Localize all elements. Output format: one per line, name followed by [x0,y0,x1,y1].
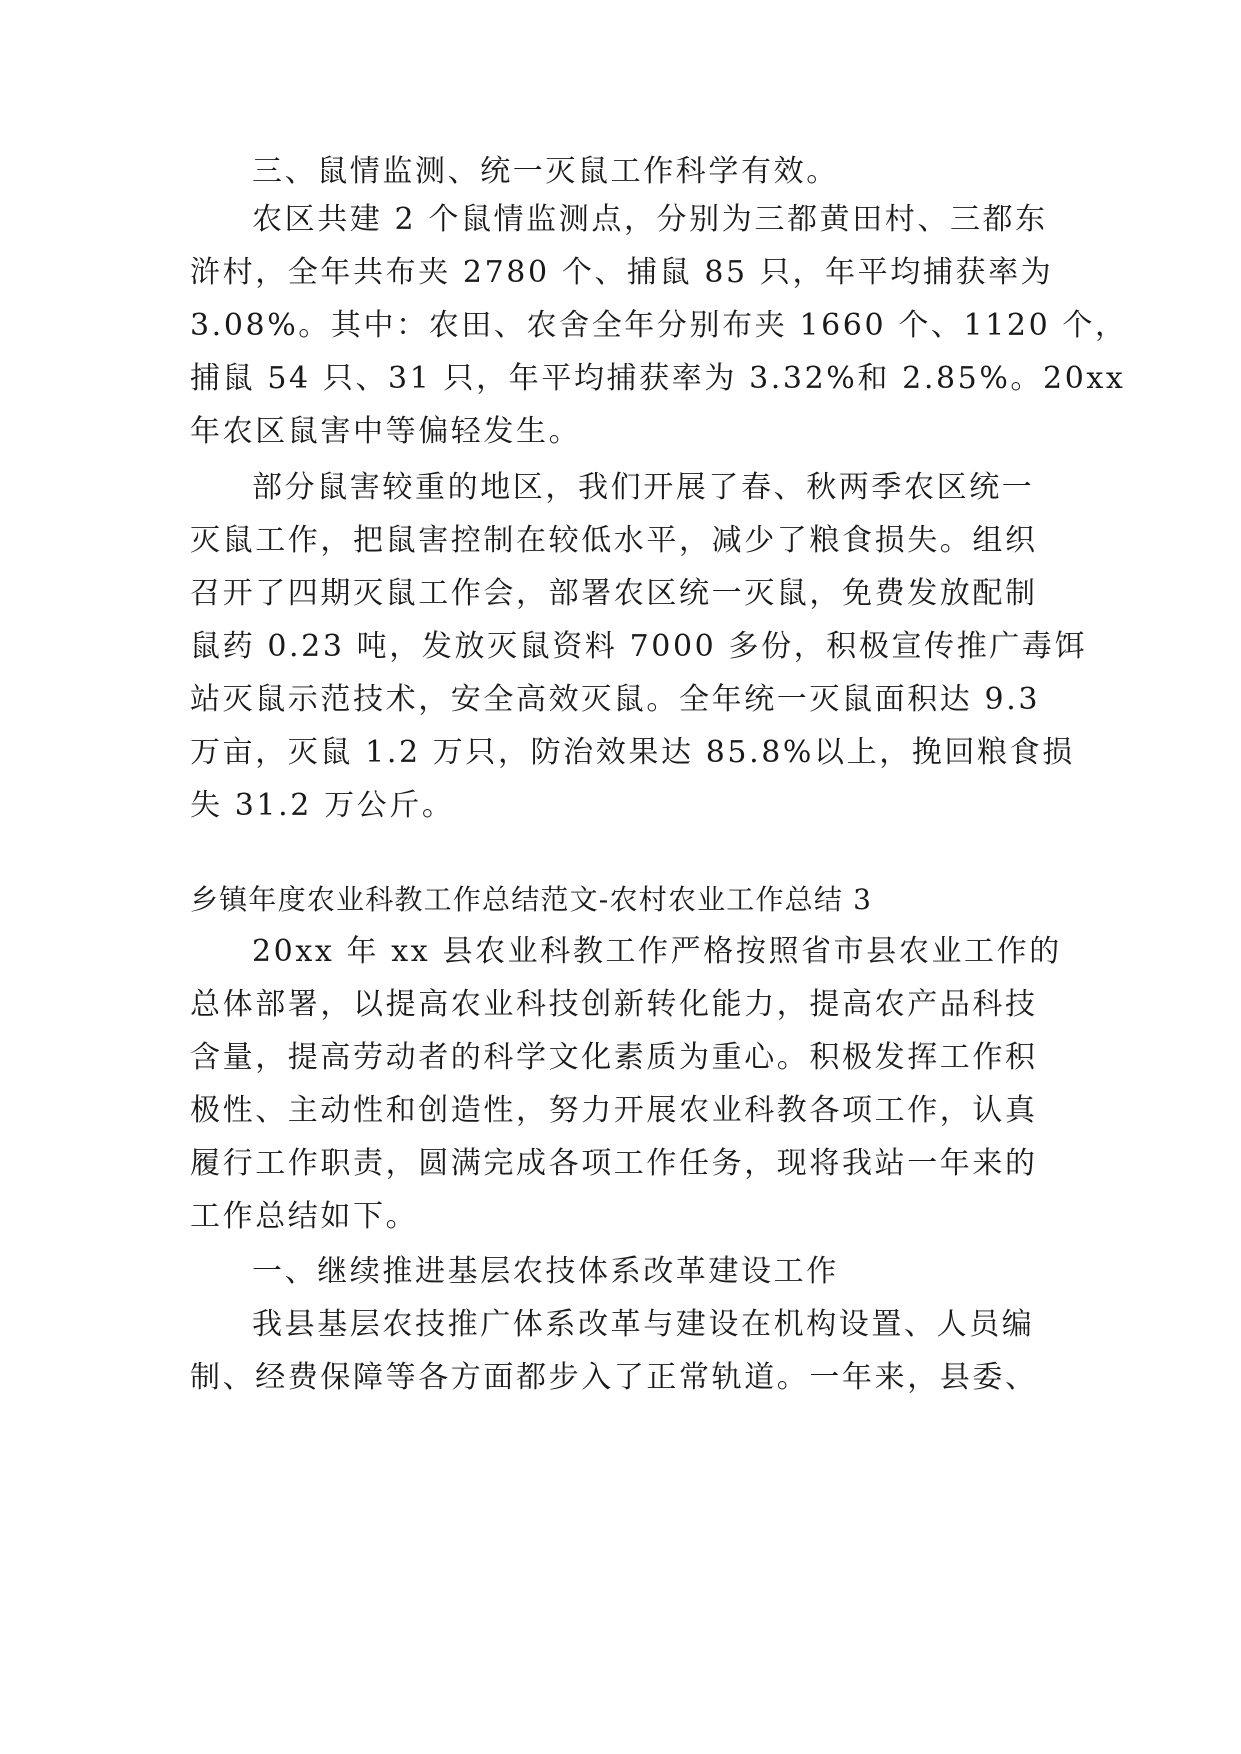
paragraph-line: 制、经费保障等各方面都步入了正常轨道。一年来，县委、 [190,1360,1038,1395]
paragraph-line: 灭鼠工作，把鼠害控制在较低水平，减少了粮食损失。组织 [190,523,1038,558]
paragraph-line: 捕鼠 54 只、31 只，年平均捕获率为 3.32%和 2.85%。20xx [190,361,1126,396]
section-heading: 三、鼠情监测、统一灭鼠工作科学有效。 [252,154,839,189]
paragraph-line: 浒村，全年共布夹 2780 个、捕鼠 85 只，年平均捕获率为 [190,255,1054,290]
section-heading: 一、继续推进基层农技体系改革建设工作 [252,1254,839,1289]
paragraph-line: 年农区鼠害中等偏轻发生。 [190,414,582,449]
paragraph-line: 鼠药 0.23 吨，发放灭鼠资料 7000 多份，积极宣传推广毒饵 [190,629,1088,664]
paragraph-line: 部分鼠害较重的地区，我们开展了春、秋两季农区统一 [252,470,1035,505]
paragraph-line: 召开了四期灭鼠工作会，部署农区统一灭鼠，免费发放配制 [190,576,1038,611]
article-title: 乡镇年度农业科教工作总结范文-农村农业工作总结 3 [190,883,873,916]
paragraph-line: 履行工作职责，圆满完成各项工作任务，现将我站一年来的 [190,1146,1038,1181]
paragraph-line: 我县基层农技推广体系改革与建设在机构设置、人员编 [252,1307,1035,1342]
paragraph-line: 总体部署，以提高农业科技创新转化能力，提高农产品科技 [190,987,1038,1022]
paragraph-line: 农区共建 2 个鼠情监测点，分别为三都黄田村、三都东 [252,202,1048,237]
paragraph-line: 工作总结如下。 [190,1199,419,1234]
paragraph-line: 万亩，灭鼠 1.2 万只，防治效果达 85.8%以上，挽回粮食损 [190,735,1075,770]
paragraph-line: 20xx 年 xx 县农业科教工作严格按照省市县农业工作的 [252,934,1062,969]
paragraph-line: 3.08%。其中：农田、农舍全年分别布夹 1660 个、1120 个， [190,308,1128,343]
paragraph-line: 极性、主动性和创造性，努力开展农业科教各项工作，认真 [190,1093,1038,1128]
paragraph-line: 失 31.2 万公斤。 [190,788,455,823]
paragraph-line: 站灭鼠示范技术，安全高效灭鼠。全年统一灭鼠面积达 9.3 [190,682,1041,717]
paragraph-line: 含量，提高劳动者的科学文化素质为重心。积极发挥工作积 [190,1040,1038,1075]
